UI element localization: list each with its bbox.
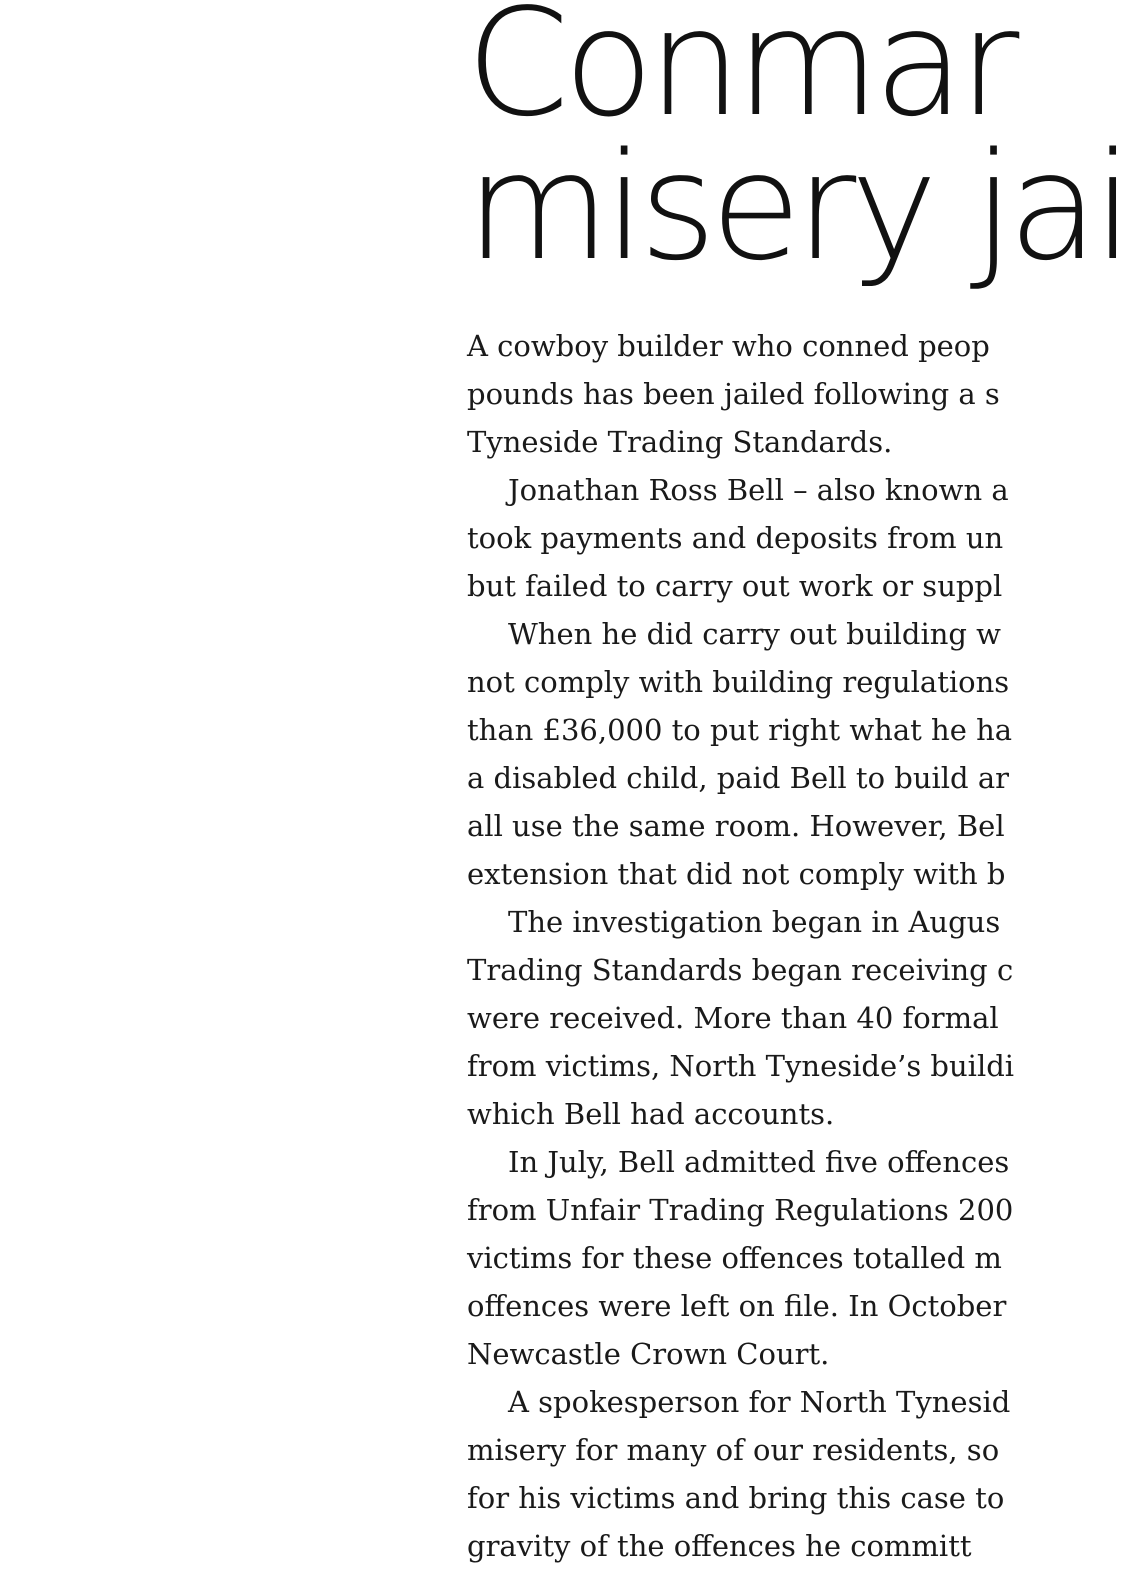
headline-line: Conmar xyxy=(466,0,1014,149)
article-text-line: but failed to carry out work or suppl xyxy=(467,569,1003,603)
article-text-line: a disabled child, paid Bell to build ar xyxy=(467,761,1009,795)
article-text-line: for his victims and bring this case to xyxy=(467,1481,1005,1515)
article-text-line: A spokesperson for North Tynesid xyxy=(508,1385,1011,1419)
headline-line: misery jai xyxy=(466,121,1128,293)
article-text-line: Jonathan Ross Bell – also known a xyxy=(508,473,1009,507)
article-text-line: offences were left on file. In October xyxy=(467,1289,1007,1323)
article-text-line: A cowboy builder who conned peop xyxy=(467,329,990,363)
article-text-line: from Unfair Trading Regulations 200 xyxy=(467,1193,1014,1227)
article-text-line: When he did carry out building w xyxy=(508,617,1001,651)
article-text-line: extension that did not comply with b xyxy=(467,857,1006,891)
article-body xyxy=(467,322,1014,1570)
article-text-line: Newcastle Crown Court. xyxy=(467,1337,830,1371)
article-text-line: from victims, North Tyneside’s buildi xyxy=(467,1049,1015,1083)
article-text-line: not comply with building regulations xyxy=(467,665,1010,699)
article-text-line: In July, Bell admitted five offences xyxy=(508,1145,1010,1179)
article-text-line: were received. More than 40 formal xyxy=(467,1001,999,1035)
article-text-line: took payments and deposits from un xyxy=(467,521,1004,555)
article-text-line: victims for these offences totalled m xyxy=(467,1241,1002,1275)
article-text-line: pounds has been jailed following a s xyxy=(467,377,1000,411)
article-text-line: Trading Standards began receiving c xyxy=(467,953,1014,987)
article-text-line: than £36,000 to put right what he ha xyxy=(467,713,1013,747)
article-text-line: all use the same room. However, Bel xyxy=(467,809,1005,843)
article-text-line: gravity of the offences he committ xyxy=(467,1529,972,1563)
article-text-line: misery for many of our residents, so xyxy=(467,1433,1000,1467)
article-text-line: Tyneside Trading Standards. xyxy=(467,425,893,459)
article-text-line: which Bell had accounts. xyxy=(467,1097,835,1131)
headline xyxy=(466,0,1128,293)
article-text-line: The investigation began in Augus xyxy=(508,905,1001,939)
